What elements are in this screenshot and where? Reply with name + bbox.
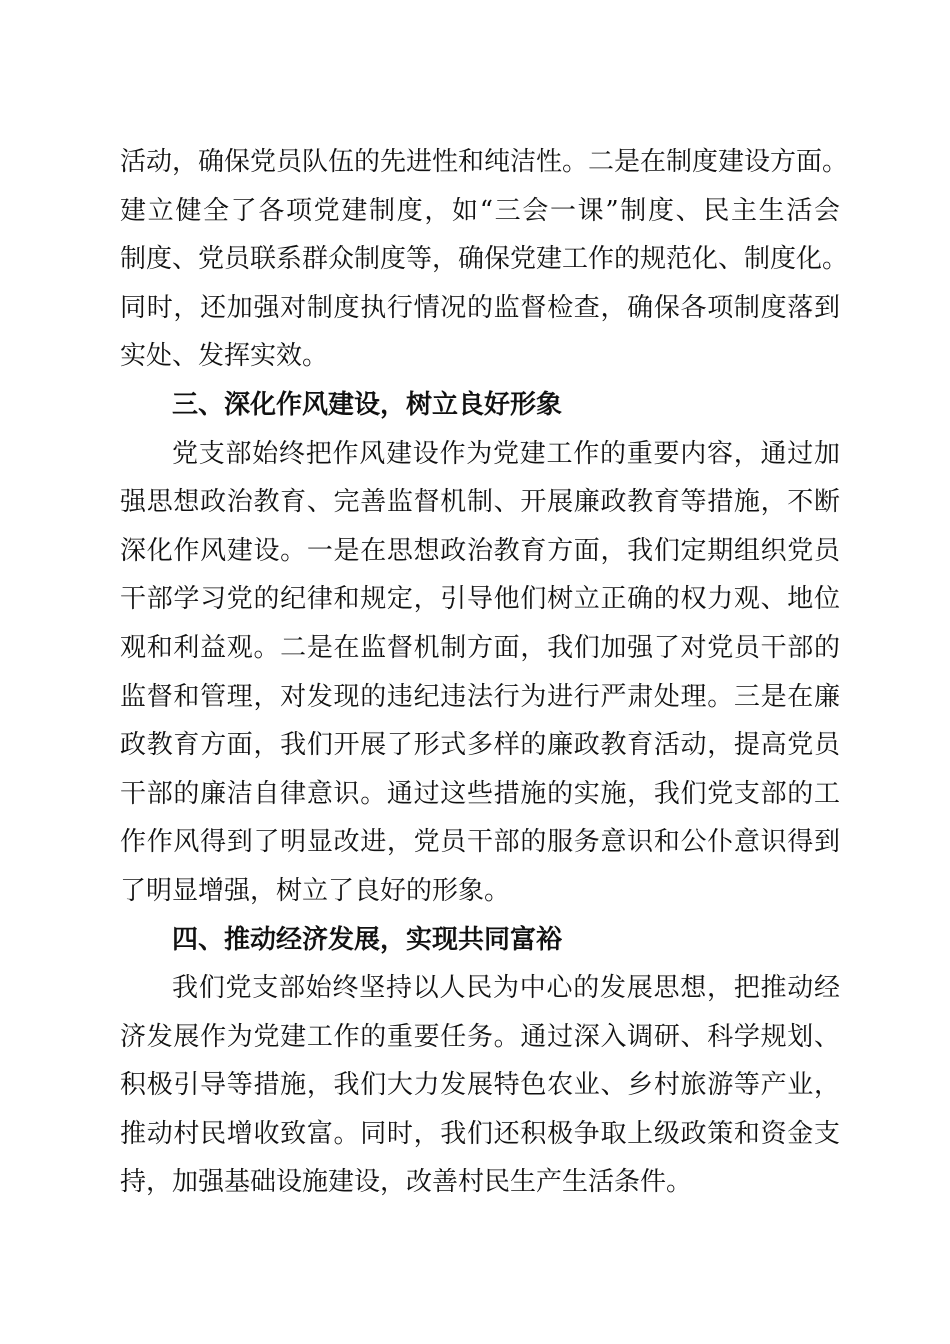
body-line: 了明显增强，树立了良好的形象。 xyxy=(120,875,511,906)
body-line: 积极引导等措施，我们大力发展特色农业、乡村旅游等产业， xyxy=(120,1070,840,1101)
document-body xyxy=(120,138,849,1207)
body-line: 活动，确保党员队伍的先进性和纯洁性。二是在制度建设方面。 xyxy=(120,147,849,177)
body-line: 政教育方面，我们开展了形式多样的廉政教育活动，提高党员 xyxy=(120,730,840,761)
body-line: 同时，还加强对制度执行情况的监督检查，确保各项制度落到 xyxy=(120,292,840,323)
body-line: 监督和管理，对发现的违纪违法行为进行严肃处理。三是在廉 xyxy=(120,681,840,712)
section-heading-4: 四、推动经济发展，实现共同富裕 xyxy=(172,924,563,955)
body-line: 观和利益观。二是在监督机制方面，我们加强了对党员干部的 xyxy=(120,632,840,663)
body-line: 实处、发挥实效。 xyxy=(120,341,329,372)
body-line: 建立健全了各项党建制度，如“三会一课”制度、民主生活会 xyxy=(120,195,840,226)
body-line: 持，加强基础设施建设，改善村民生产生活条件。 xyxy=(120,1167,693,1198)
body-line: 党支部始终把作风建设作为党建工作的重要内容，通过加 xyxy=(172,438,840,469)
body-line: 济发展作为党建工作的重要任务。通过深入调研、科学规划、 xyxy=(120,1021,840,1052)
body-line: 干部的廉洁自律意识。通过这些措施的实施，我们党支部的工 xyxy=(120,778,840,809)
body-line: 作作风得到了明显改进，党员干部的服务意识和公仆意识得到 xyxy=(120,827,840,858)
body-line: 深化作风建设。一是在思想政治教育方面，我们定期组织党员 xyxy=(120,535,840,566)
body-line: 干部学习党的纪律和规定，引导他们树立正确的权力观、地位 xyxy=(120,584,840,615)
body-line: 推动村民增收致富。同时，我们还积极争取上级政策和资金支 xyxy=(120,1118,840,1149)
body-line: 强思想政治教育、完善监督机制、开展廉政教育等措施，不断 xyxy=(120,487,840,518)
body-line: 制度、党员联系群众制度等，确保党建工作的规范化、制度化。 xyxy=(120,244,849,275)
section-heading-3: 三、深化作风建设，树立良好形象 xyxy=(172,389,563,420)
body-line: 我们党支部始终坚持以人民为中心的发展思想，把推动经 xyxy=(172,973,840,1004)
